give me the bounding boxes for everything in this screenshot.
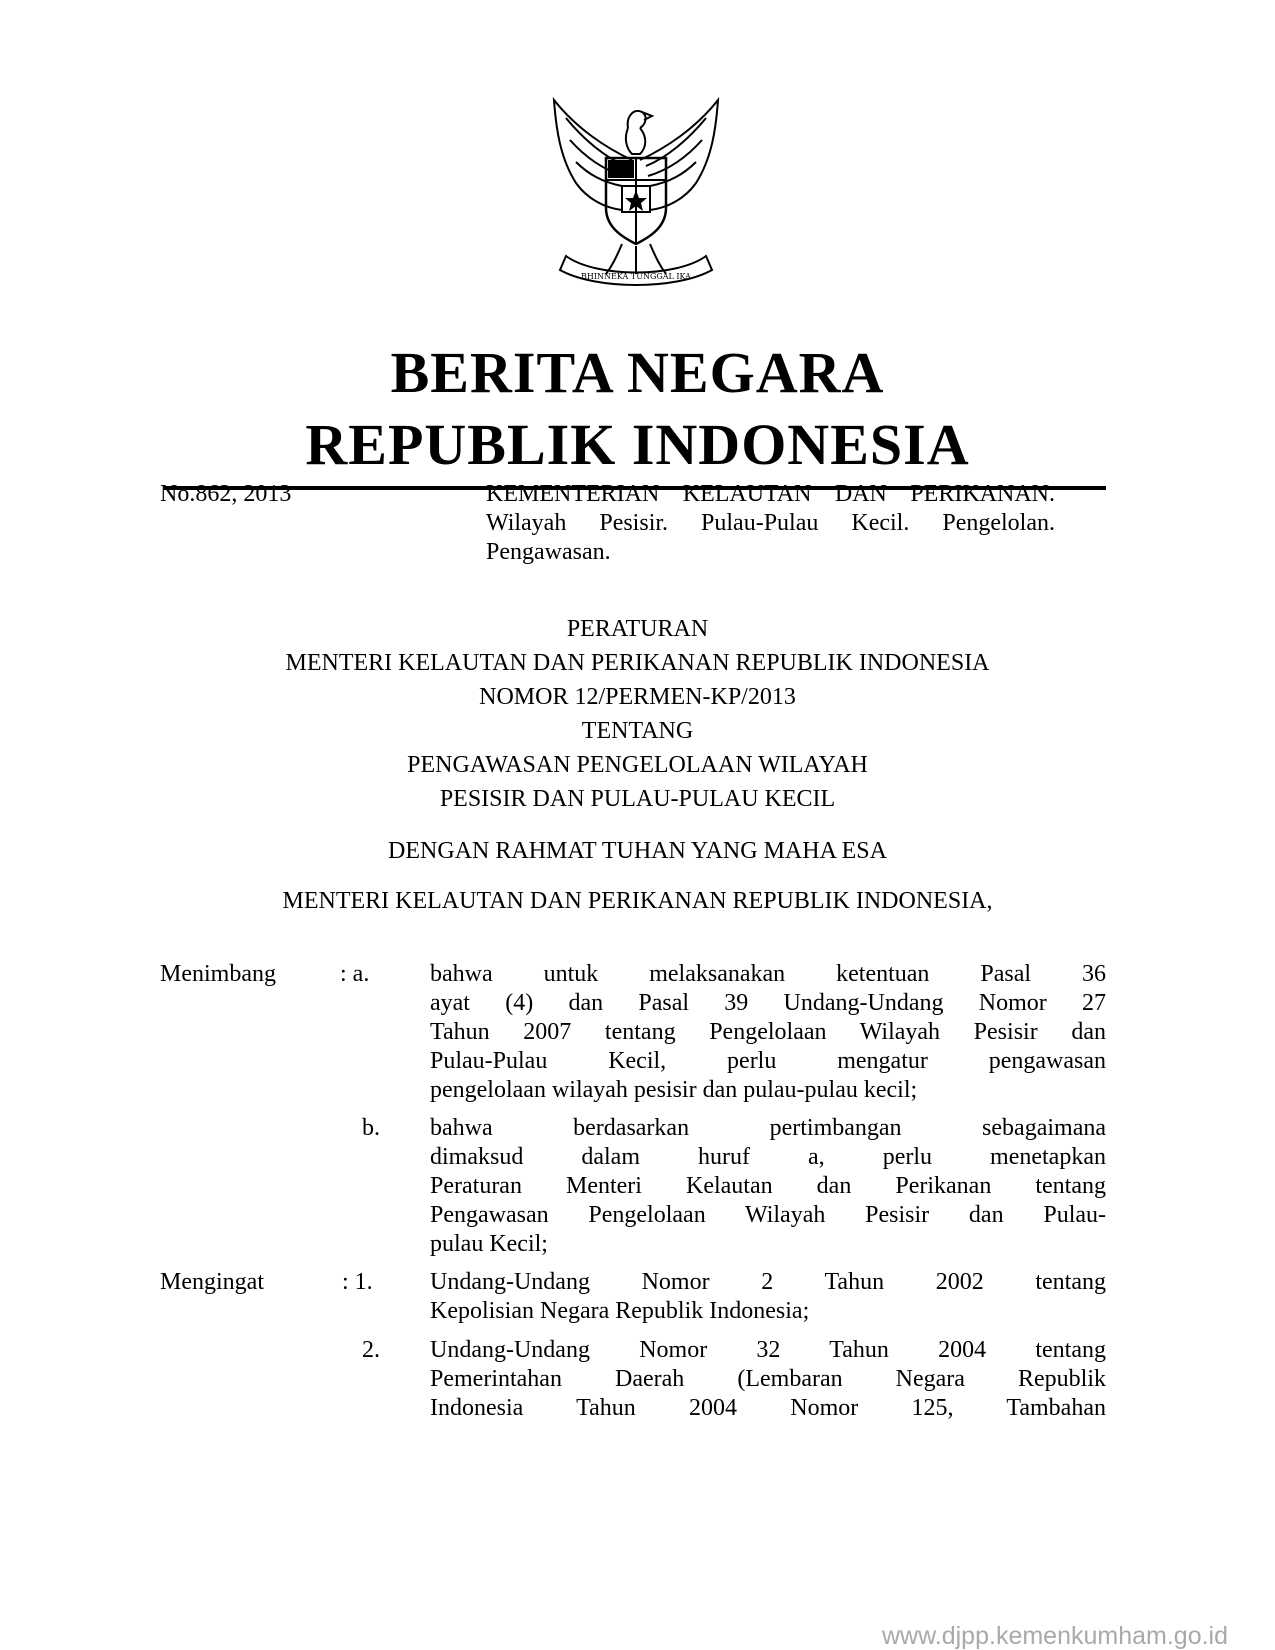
item-marker: b. — [362, 1115, 380, 1141]
item-marker: : 1. — [342, 1269, 373, 1295]
item-line: Indonesia Tahun 2004 Nomor 125, Tambahan — [430, 1395, 1106, 1421]
regulation-heading: PERATURAN — [566, 616, 709, 642]
subject-line: Pengawasan. — [486, 539, 611, 565]
item-line: Tahun 2007 tentang Pengelolaan Wilayah Pesisir dan — [430, 1019, 1106, 1045]
blessing: DENGAN RAHMAT TUHAN YANG MAHA ESA — [388, 838, 887, 864]
item-line: pengelolaan wilayah pesisir dan pulau-pulau kecil; — [430, 1077, 918, 1103]
item-line: pulau Kecil; — [430, 1231, 548, 1257]
minister-line: MENTERI KELAUTAN DAN PERIKANAN REPUBLIK INDONESIA, — [282, 888, 993, 914]
source-watermark: www.djpp.kemenkumham.go.id — [882, 1622, 1228, 1650]
item-line: Pemerintahan Daerah (Lembaran Negara Republik — [430, 1366, 1106, 1392]
item-line: Peraturan Menteri Kelautan dan Perikanan tentang — [430, 1173, 1106, 1199]
item-line: Kepolisian Negara Republik Indonesia; — [430, 1298, 810, 1324]
item-line: Undang-Undang Nomor 2 Tahun 2002 tentang — [430, 1269, 1106, 1295]
item-line: ayat (4) dan Pasal 39 Undang-Undang Nomor 27 — [430, 990, 1106, 1016]
emblem-motto: BHINNEKA TUNGGAL IKA — [581, 272, 691, 281]
gazette-title: BERITA NEGARA — [390, 340, 885, 405]
item-line: dimaksud dalam huruf a, perlu menetapkan — [430, 1144, 1106, 1170]
regulation-number: NOMOR 12/PERMEN-KP/2013 — [479, 684, 796, 710]
gazette-subtitle: REPUBLIK INDONESIA — [305, 412, 970, 477]
mengingat-label: Mengingat — [160, 1269, 264, 1295]
subject-line: KEMENTERIAN KELAUTAN DAN PERIKANAN. — [486, 481, 1055, 507]
gazette-number: No.862, 2013 — [160, 481, 292, 507]
item-line: bahwa untuk melaksanakan ketentuan Pasal 36 — [430, 961, 1106, 987]
item-line: Pulau-Pulau Kecil, perlu mengatur pengawasan — [430, 1048, 1106, 1074]
garuda-emblem — [536, 88, 736, 288]
menimbang-label: Menimbang — [160, 961, 276, 987]
item-line: Undang-Undang Nomor 32 Tahun 2004 tentang — [430, 1337, 1106, 1363]
item-line: Pengawasan Pengelolaan Wilayah Pesisir dan Pulau- — [430, 1202, 1106, 1228]
item-marker: : a. — [340, 961, 370, 987]
regulation-issuer: MENTERI KELAUTAN DAN PERIKANAN REPUBLIK INDONESIA — [285, 650, 990, 676]
regulation-topic: PENGAWASAN PENGELOLAAN WILAYAH — [407, 752, 868, 778]
item-marker: 2. — [362, 1337, 380, 1363]
regulation-topic: PESISIR DAN PULAU-PULAU KECIL — [439, 786, 836, 812]
item-line: bahwa berdasarkan pertimbangan sebagaimana — [430, 1115, 1106, 1141]
regulation-about: TENTANG — [581, 718, 694, 744]
subject-line: Wilayah Pesisir. Pulau-Pulau Kecil. Pengelolan. — [486, 510, 1055, 536]
